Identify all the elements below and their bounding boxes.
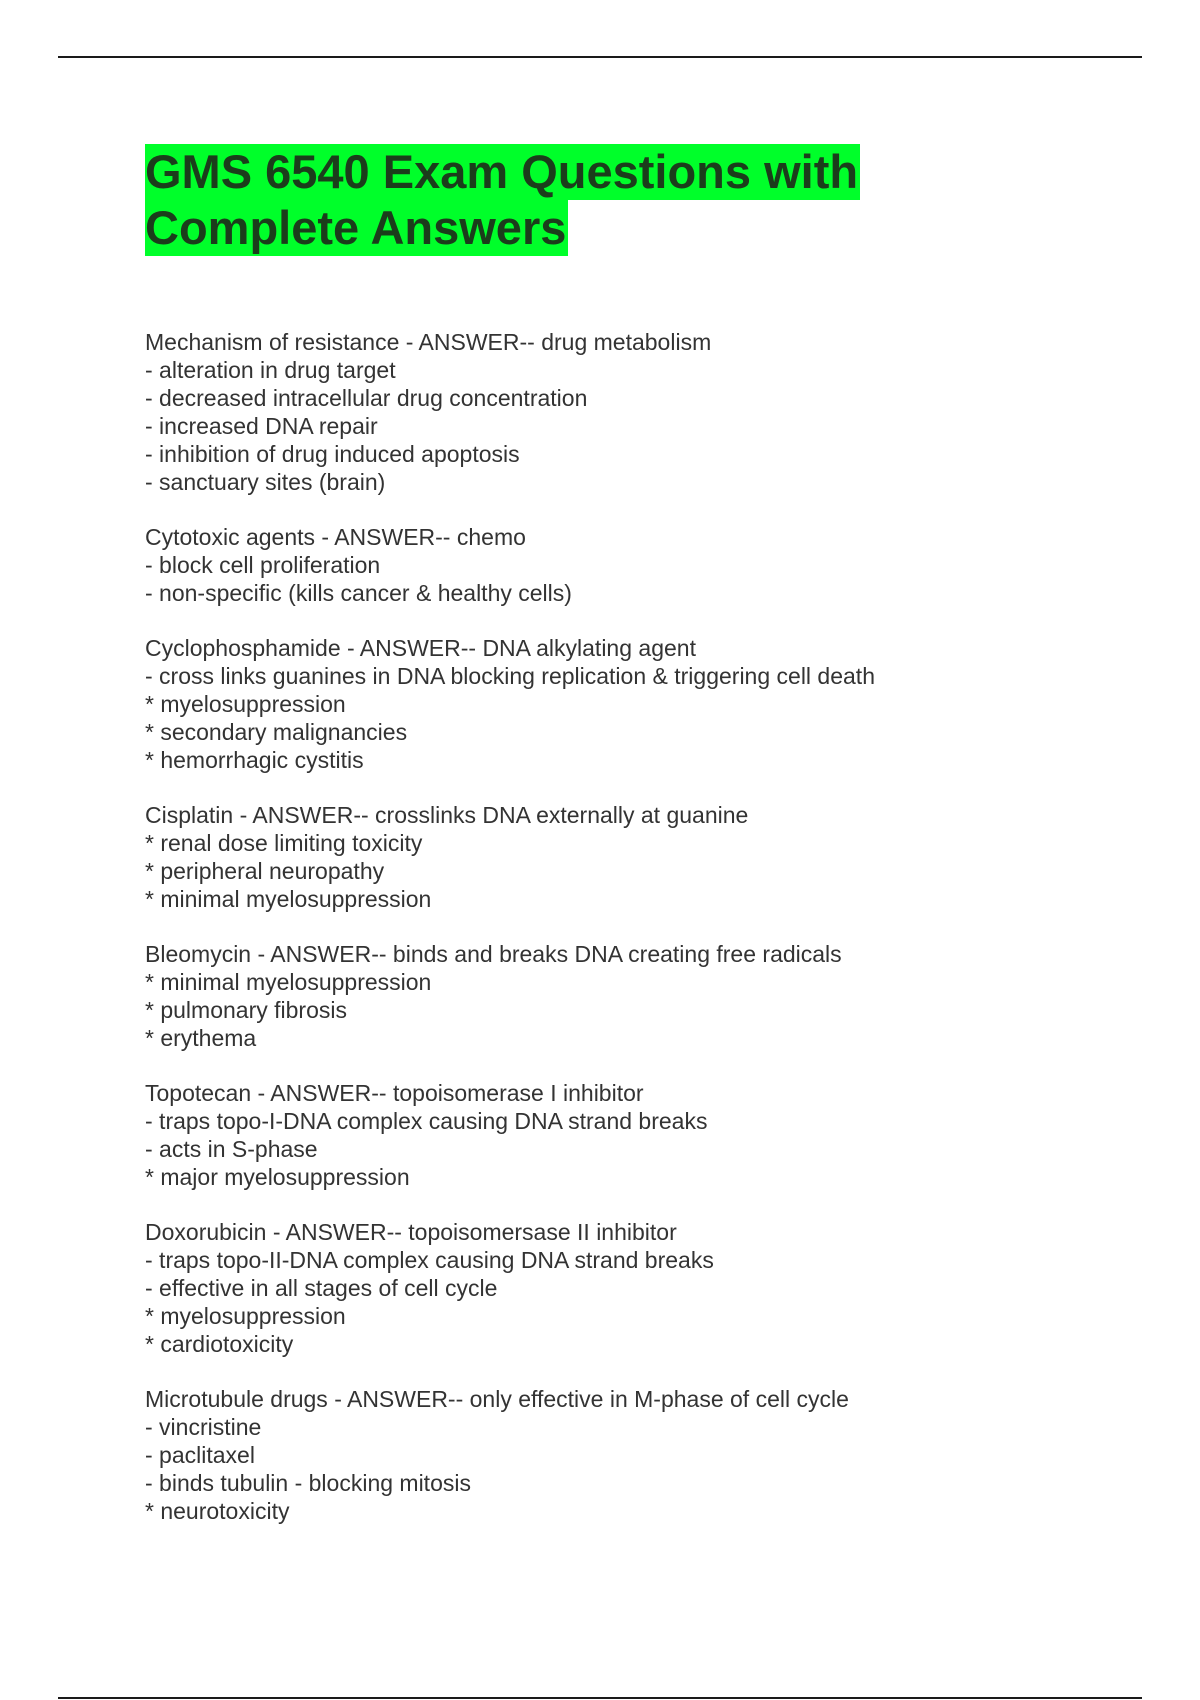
qa-question-line: Microtubule drugs - ANSWER-- only effective in M-phase of cell cycle xyxy=(145,1386,849,1412)
qa-answer-line: * hemorrhagic cystitis xyxy=(145,747,364,773)
qa-list xyxy=(145,328,1145,1552)
qa-entry xyxy=(145,1385,1145,1525)
qa-entry xyxy=(145,801,1145,913)
qa-question-line: Cisplatin - ANSWER-- crosslinks DNA externally at guanine xyxy=(145,802,749,828)
qa-answer-line: * secondary malignancies xyxy=(145,719,408,745)
qa-answer-line: - binds tubulin - blocking mitosis xyxy=(145,1470,471,1496)
qa-entry xyxy=(145,634,1145,774)
qa-answer-line: - inhibition of drug induced apoptosis xyxy=(145,441,520,467)
qa-question-line: Doxorubicin - ANSWER-- topoisomersase II inhibitor xyxy=(145,1219,677,1245)
qa-answer-line: - effective in all stages of cell cycle xyxy=(145,1275,498,1301)
qa-question-line: Mechanism of resistance - ANSWER-- drug metabolism xyxy=(145,329,712,355)
qa-answer-line: - decreased intracellular drug concentration xyxy=(145,385,588,411)
qa-answer-line: - increased DNA repair xyxy=(145,413,378,439)
bottom-divider xyxy=(58,1697,1142,1699)
qa-answer-line: * major myelosuppression xyxy=(145,1164,410,1190)
top-divider xyxy=(58,56,1142,58)
qa-question-line: Topotecan - ANSWER-- topoisomerase I inhibitor xyxy=(145,1080,644,1106)
qa-answer-line: * pulmonary fibrosis xyxy=(145,997,347,1023)
qa-answer-line: * myelosuppression xyxy=(145,691,346,717)
qa-answer-line: * minimal myelosuppression xyxy=(145,886,432,912)
qa-answer-line: - block cell proliferation xyxy=(145,552,381,578)
qa-answer-line: * minimal myelosuppression xyxy=(145,969,432,995)
qa-answer-line: * cardiotoxicity xyxy=(145,1331,294,1357)
qa-answer-line: - non-specific (kills cancer & healthy cells) xyxy=(145,580,572,606)
qa-question-line: Cyclophosphamide - ANSWER-- DNA alkylating agent xyxy=(145,635,696,661)
qa-answer-line: - cross links guanines in DNA blocking replication & triggering cell death xyxy=(145,663,875,689)
qa-answer-line: * peripheral neuropathy xyxy=(145,858,385,884)
qa-answer-line: - alteration in drug target xyxy=(145,357,396,383)
qa-entry xyxy=(145,523,1145,607)
qa-answer-line: * renal dose limiting toxicity xyxy=(145,830,423,856)
qa-answer-line: - acts in S-phase xyxy=(145,1136,318,1162)
qa-question-line: Bleomycin - ANSWER-- binds and breaks DNA creating free radicals xyxy=(145,941,842,967)
qa-answer-line: - traps topo-II-DNA complex causing DNA strand breaks xyxy=(145,1247,714,1273)
title-line-1: GMS 6540 Exam Questions with xyxy=(145,145,859,198)
qa-answer-line: * erythema xyxy=(145,1025,257,1051)
document-title xyxy=(145,144,1045,256)
qa-answer-line: - sanctuary sites (brain) xyxy=(145,469,386,495)
qa-answer-line: - paclitaxel xyxy=(145,1442,255,1468)
title-line-2: Complete Answers xyxy=(145,201,567,254)
qa-entry xyxy=(145,940,1145,1052)
qa-question-line: Cytotoxic agents - ANSWER-- chemo xyxy=(145,524,526,550)
qa-entry xyxy=(145,328,1145,496)
qa-answer-line: * neurotoxicity xyxy=(145,1498,290,1524)
qa-entry xyxy=(145,1218,1145,1358)
qa-entry xyxy=(145,1079,1145,1191)
qa-answer-line: * myelosuppression xyxy=(145,1303,346,1329)
qa-answer-line: - traps topo-I-DNA complex causing DNA strand breaks xyxy=(145,1108,708,1134)
qa-answer-line: - vincristine xyxy=(145,1414,262,1440)
